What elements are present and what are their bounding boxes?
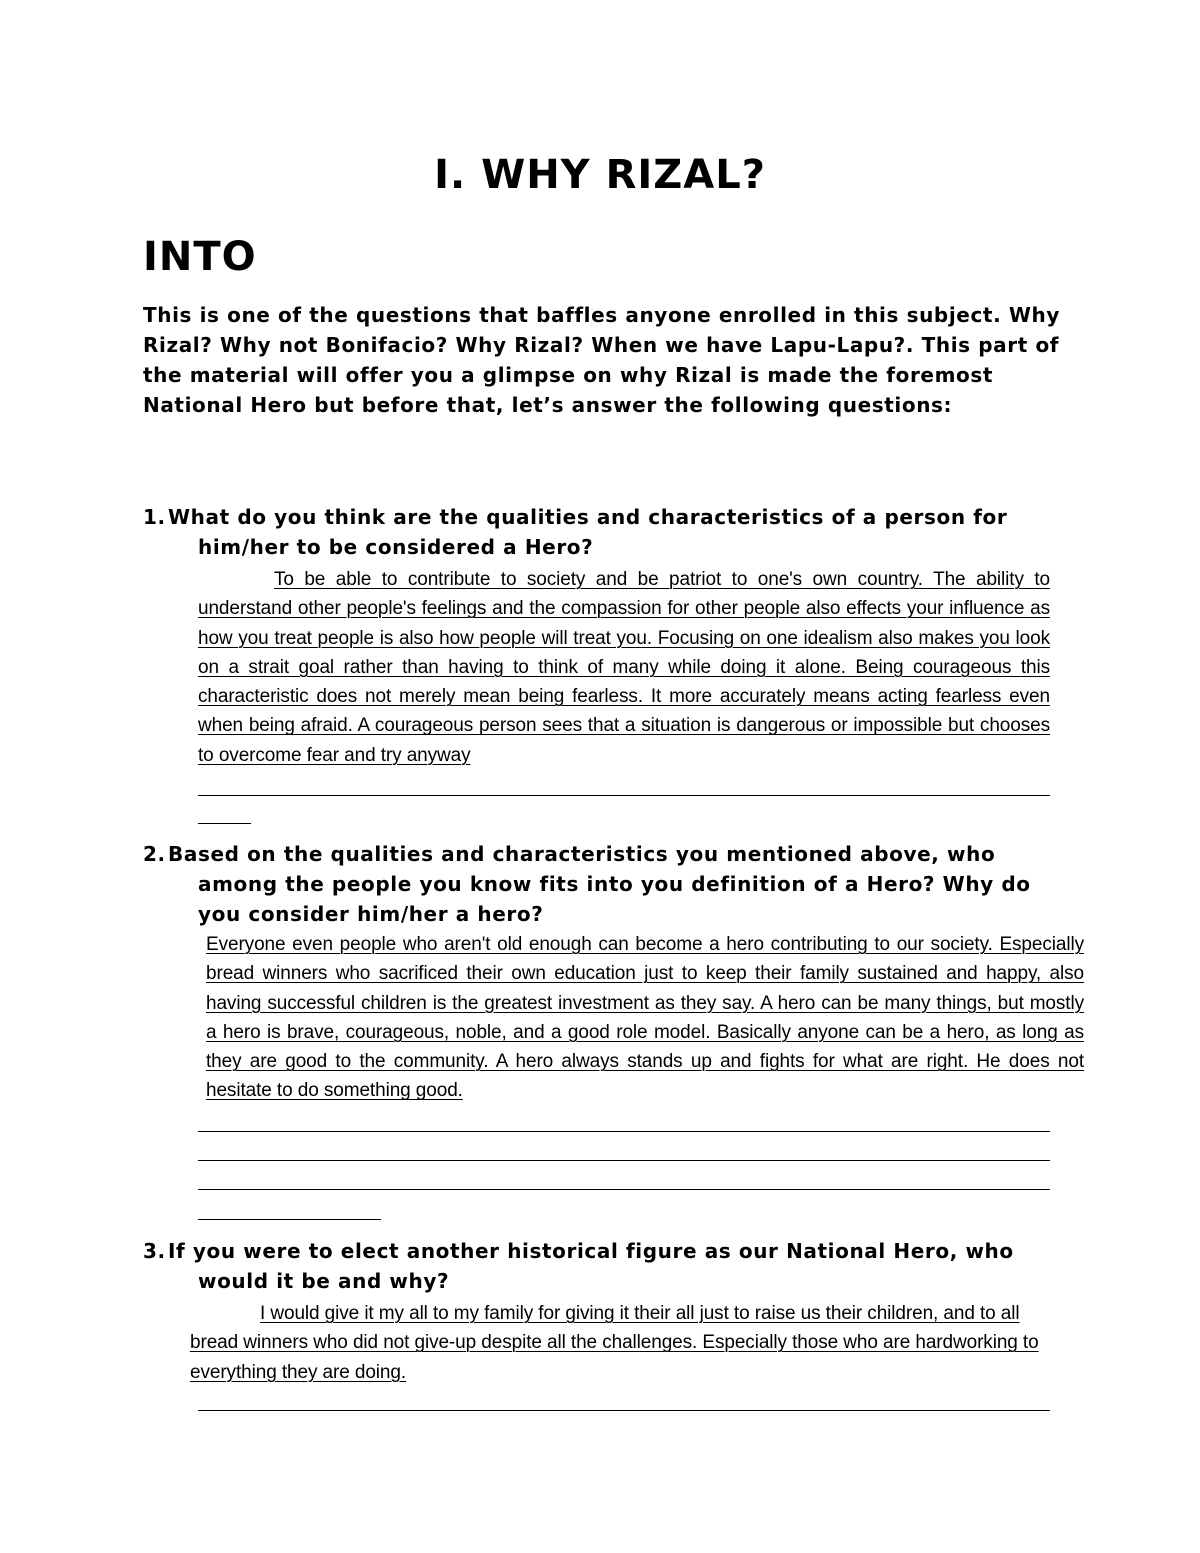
question-text: If you were to elect another historical figure as our National Hero, who would it be and why? bbox=[168, 1239, 1014, 1293]
answer-line bbox=[198, 1410, 1050, 1411]
answer-line bbox=[198, 795, 1050, 796]
question-3 bbox=[143, 1236, 1063, 1296]
question-number: 2. bbox=[143, 842, 166, 866]
answer-text: I would give it my all to my family for giving it their all just to raise us their children, and to all bread winners who did not give-up despite all the challenges. Especially those who are hardworking to everything they are doing. bbox=[190, 1303, 1039, 1383]
question-number: 1. bbox=[143, 505, 166, 529]
question-number: 3. bbox=[143, 1239, 166, 1263]
answer-text: Everyone even people who aren't old enough can become a hero contributing to our society. Especially bread winners who sacrificed their own education just to keep their family sustained and happy, also having successful children is the greatest investment as they say. A hero can be many things, but mostly a hero is brave, courageous, noble, and a good role model. Basically anyone can be a hero, as long as they are good to the community. A hero always stands up and fights for what are right. He does not hesitate to do something good. bbox=[206, 934, 1084, 1102]
answer-line bbox=[198, 1131, 1050, 1132]
answer-line bbox=[198, 1189, 1050, 1190]
question-2 bbox=[143, 839, 1063, 929]
answer-2 bbox=[206, 930, 1084, 1106]
answer-line bbox=[198, 823, 251, 824]
answer-3 bbox=[190, 1299, 1048, 1387]
question-text: Based on the qualities and characteristics you mentioned above, who among the people you know fits into you definition of a Hero? Why do you consider him/her a hero? bbox=[168, 842, 1031, 926]
question-1 bbox=[143, 502, 1063, 562]
answer-text: To be able to contribute to society and be patriot to one's own country. The ability to understand other people's feelings and the compassion for other people also effects your influence as how you treat people is also how people will treat you. Focusing on one idealism also makes you look on a strait goal rather than having to think of many while doing it alone. Being courageous this characteristic does not merely mean being fearless. It more accurately means acting fearless even when being afraid. A courageous person sees that a situation is dangerous or impossible but chooses to overcome fear and try anyway bbox=[198, 569, 1050, 766]
section-heading: INTO bbox=[143, 234, 257, 280]
question-text: What do you think are the qualities and characteristics of a person for him/her to be considered a Hero? bbox=[168, 505, 1008, 559]
page-title: I. WHY RIZAL? bbox=[434, 152, 766, 198]
intro-paragraph: This is one of the questions that baffles anyone enrolled in this subject. Why Rizal? Why not Bonifacio? Why Rizal? When we have Lapu-Lapu?. This part of the material will offer you a glimpse on why Rizal is made the foremost National Hero but before that, let’s answer the following questions: bbox=[143, 303, 1060, 417]
answer-line bbox=[198, 1219, 381, 1220]
answer-line bbox=[198, 1160, 1050, 1161]
answer-1 bbox=[198, 565, 1050, 770]
